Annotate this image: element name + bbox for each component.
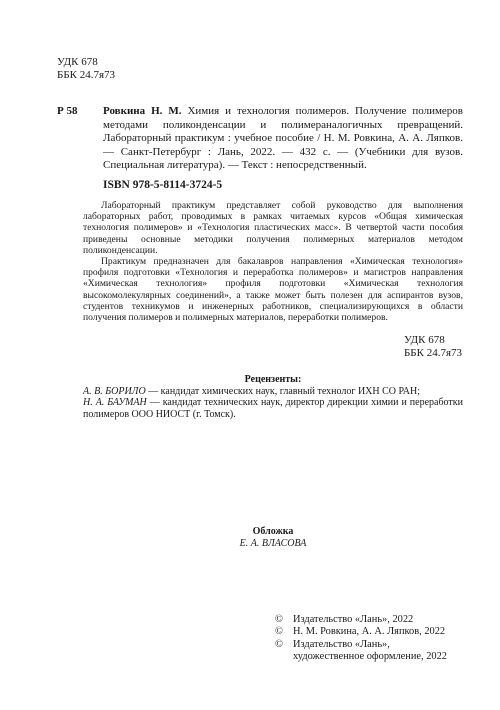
reviewer-item (83, 397, 463, 420)
udk-bbk-right (404, 334, 462, 360)
copyright-text: Н. М. Ровкина, А. А. Ляпков, 2022 (293, 626, 446, 638)
reviewer-item (83, 386, 463, 398)
copyright-icon: © (275, 626, 283, 638)
copyright-block (275, 614, 447, 664)
copyright-text: Издательство «Лань», (293, 638, 390, 650)
copyright-line-continued (275, 651, 447, 663)
cover-heading: Обложка (252, 526, 294, 537)
cover-designer: Е. А. ВЛАСОВА (239, 538, 307, 549)
copyright-text: Издательство «Лань», 2022 (293, 614, 414, 625)
udk-code: УДК 678 (57, 56, 98, 68)
bbk-code: ББК 24.7я73 (403, 347, 462, 359)
reviewer-name: Н. А. БАУМАН (83, 397, 147, 409)
annotation (83, 200, 463, 323)
udk-bbk-top (57, 56, 115, 82)
udk-code: УДК 678 (403, 334, 445, 346)
copyright-icon: © (275, 614, 283, 625)
author-mark: Р 58 (57, 105, 78, 117)
reviewer-description: — кандидат технических наук, директор дирекции химии и переработки полимеров ООО НИОСТ (г. Томск). (83, 397, 464, 420)
cover-credit (83, 526, 463, 550)
copyright-line (275, 639, 447, 651)
author-heading: Ровкина Н. М. (103, 105, 182, 117)
reviewer-description: — кандидат химических наук, главный технолог ИХН СО РАН; (145, 385, 420, 397)
bibliographic-description (103, 105, 463, 173)
bbk-code: ББК 24.7я73 (57, 69, 116, 81)
isbn: ISBN 978-5-8114-3724-5 (103, 179, 223, 191)
annotation-paragraph-2: Практикум предназначен для бакалавров направления «Химическая технология» профиля подготовки «Технология и переработка полимеров» и магистров направления «Химическая технология» профиля подготовки «Химическая технология высокомолекулярных соединений», а также может быть полезен для аспирантов вузов, студентов техникумов и инженерных работников, специализирующихся в области получения полимеров и полимерных материалов, переработки полимеров. (83, 256, 463, 324)
copyright-line (275, 614, 447, 626)
copyright-text: художественное оформление, 2022 (293, 651, 447, 663)
reviewers (83, 374, 463, 420)
reviewers-heading: Рецензенты: (244, 374, 302, 385)
copyright-line (275, 626, 447, 638)
reviewer-name: А. В. БОРИЛО (83, 385, 146, 397)
annotation-paragraph-1: Лабораторный практикум представляет собой руководство для выполнения лабораторных работ, проводимых в рамках читаемых курсов «Общая химическая технология полимеров» и «Технология пластических масс». В четвертой части пособия приведены основные методики получения полимерных материалов методом поликонденсации. (83, 200, 463, 256)
bibliographic-text: Химия и технология полимеров. Получение полимеров методами поликонденсации и полимераналогичных превращений. Лабораторный практикум : учебное пособие / Н. М. Ровкина, А. А. Ляпков. — Санкт-Петербург : Лань, 2022. — 432 с. — (Учебники для вузов. Специальная литература). — Текст : непосредственный. (103, 105, 464, 172)
copyright-icon: © (275, 638, 283, 650)
